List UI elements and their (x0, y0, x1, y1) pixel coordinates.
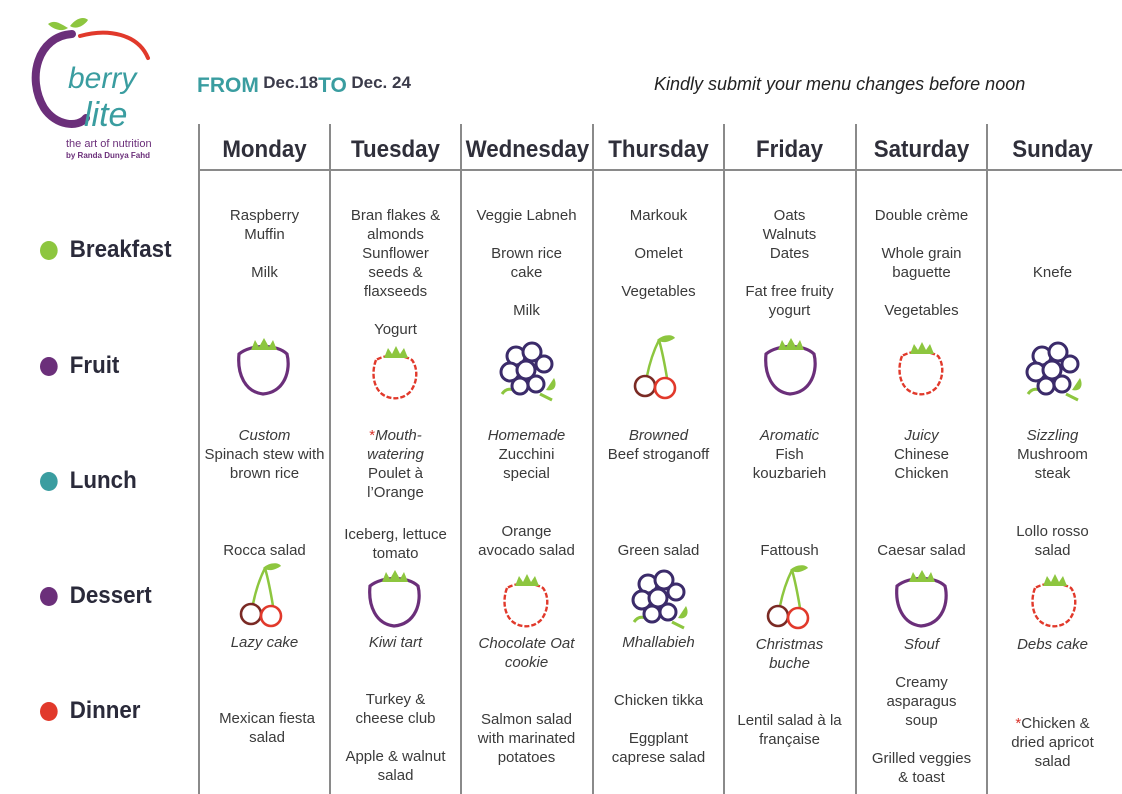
lunch-salad-tuesday: Iceberg, lettuce tomato (344, 526, 447, 562)
menu-line: Yogurt (374, 321, 417, 338)
row-label-dessert (40, 582, 152, 610)
breakfast-cell-thursday (593, 206, 724, 301)
menu-line: Vegetables (884, 302, 959, 319)
breakfast-label: Breakfast (69, 236, 172, 263)
lunch-label: Lunch (69, 467, 137, 494)
dinner-dish: Chicken tikka (613, 692, 704, 709)
dessert-text: Christmas buche (755, 636, 824, 672)
plum-icon (887, 566, 957, 636)
menu-line: Markouk (629, 207, 688, 224)
dessert-cell-tuesday: Kiwi tart (368, 634, 423, 651)
breakfast-cell-tuesday (330, 206, 461, 339)
raspberry-icon (1019, 566, 1089, 636)
menu-line: Veggie Labneh (476, 207, 577, 224)
lunch-main-dish: Chinese Chicken (893, 446, 950, 482)
menu-line: Oats (773, 207, 806, 224)
lunch-cell-monday (199, 426, 330, 483)
dinner-cell-tuesday (330, 690, 461, 785)
menu-line: Vegetables (621, 283, 696, 300)
fruit-dot-icon (40, 357, 58, 376)
cherry-icon (756, 562, 826, 632)
lunch-main-adjective: Sizzling (1026, 427, 1079, 444)
dessert-label: Dessert (69, 582, 152, 609)
menu-line: Whole grain (881, 245, 962, 262)
row-label-breakfast (40, 236, 172, 264)
menu-line: baguette (892, 264, 951, 281)
to-label: TO (318, 74, 347, 97)
menu-line: Fat free fruity (745, 283, 834, 300)
lunch-cell-sunday (987, 426, 1118, 483)
dinner-side: Eggplant caprese salad (611, 730, 706, 766)
dinner-cell-monday: Mexican fiesta salad (219, 710, 315, 746)
dinner-side: Apple & walnut salad (345, 748, 446, 784)
lunch-main-dish: Beef stroganoff (607, 446, 710, 463)
dinner-cell-friday (724, 711, 855, 749)
lunch-main-adjective: Homemade (487, 427, 566, 444)
menu-line: Walnuts (762, 226, 817, 243)
lunch-salad-friday: Fattoush (760, 542, 819, 559)
header-divider (199, 169, 1122, 171)
plum-icon (756, 334, 826, 404)
blueberry-icon (492, 334, 562, 404)
row-label-fruit (40, 352, 119, 380)
lunch-cell-thursday (593, 426, 724, 464)
berry-lite-logo-icon (28, 18, 168, 148)
breakfast-dot-icon (40, 241, 58, 260)
dessert-dot-icon (40, 587, 58, 606)
dessert-cell-friday (724, 635, 855, 673)
lunch-main-adjective: Aromatic (759, 427, 820, 444)
dinner-dish-text: Chicken & dried apricot salad (1011, 715, 1094, 770)
lunch-main-adjective (356, 426, 436, 464)
lunch-salad-text: Lollo rosso salad (1016, 523, 1089, 559)
blueberry-icon (1018, 334, 1088, 404)
lunch-main-dish: Spinach stew with brown rice (204, 446, 325, 482)
date-range (197, 74, 411, 98)
lunch-cell-saturday (856, 426, 987, 483)
day-header-monday: Monday (222, 136, 307, 163)
dinner-dish: Creamy asparagus soup (886, 674, 957, 729)
menu-line: Bran flakes & (350, 207, 441, 224)
lunch-salad-text: Orange avocado salad (478, 523, 575, 559)
day-header-tuesday: Tuesday (351, 136, 440, 163)
raspberry-icon (886, 334, 956, 404)
dessert-text: Chocolate Oat cookie (478, 635, 575, 671)
menu-line: almonds (367, 226, 424, 243)
lunch-main-adjective: Juicy (904, 427, 939, 444)
menu-line: Raspberry (229, 207, 300, 224)
asterisk: * (369, 427, 376, 444)
menu-line: Double crème (874, 207, 969, 224)
breakfast-cell-saturday (856, 206, 987, 320)
lunch-cell-friday (724, 426, 855, 483)
asterisk: * (1015, 715, 1022, 732)
breakfast-cell-friday (724, 206, 855, 320)
blueberry-icon (624, 562, 694, 632)
breakfast-cell-sunday (987, 263, 1118, 282)
dinner-dish: Lentil salad à la française (737, 712, 842, 748)
svg-text:lite: lite (84, 96, 128, 134)
byline-text: by Randa Dunya Fahd (66, 151, 151, 160)
plum-icon (360, 566, 430, 636)
dessert-cell-sunday: Debs cake (1017, 636, 1088, 653)
dinner-cell-sunday (987, 714, 1118, 771)
from-date: Dec.18 (263, 73, 319, 92)
lunch-main-dish: Mushroom steak (1017, 446, 1088, 482)
lunch-salad-saturday: Caesar salad (877, 542, 966, 559)
raspberry-icon (491, 566, 561, 636)
menu-line: Milk (251, 264, 278, 281)
menu-line: flaxseeds (363, 283, 428, 300)
dinner-dot-icon (40, 702, 58, 721)
menu-line: seeds & (368, 264, 423, 281)
dinner-side: Grilled veggies & toast (871, 750, 972, 786)
menu-line: Knefe (1032, 264, 1073, 281)
lunch-adjective-text: Mouth-watering (367, 427, 424, 463)
lunch-salad-monday: Rocca salad (223, 542, 306, 559)
lunch-salad-thursday: Green salad (617, 542, 700, 559)
to-date: Dec. 24 (351, 73, 411, 92)
dinner-cell-thursday (593, 691, 724, 767)
svg-text:berry: berry (68, 62, 137, 95)
raspberry-icon (360, 338, 430, 408)
dinner-cell-saturday (856, 673, 987, 787)
menu-line: cake (510, 264, 543, 281)
dessert-cell-monday: Lazy cake (230, 634, 299, 651)
from-label: FROM (197, 74, 259, 97)
tagline-text: the art of nutrition (66, 138, 152, 150)
lunch-salad-sunday (987, 522, 1118, 560)
lunch-dot-icon (40, 472, 58, 491)
dinner-dish: Salmon salad with marinated potatoes (477, 711, 576, 766)
menu-line: Milk (513, 302, 540, 319)
cherry-icon (623, 332, 693, 402)
day-header-sunday: Sunday (1012, 136, 1093, 163)
plum-icon (229, 334, 299, 404)
menu-line: Dates (769, 245, 810, 262)
day-header-friday: Friday (756, 136, 823, 163)
day-header-thursday: Thursday (608, 136, 709, 163)
breakfast-cell-monday (199, 206, 330, 282)
row-label-dinner (40, 697, 140, 725)
menu-line: Brown rice (491, 245, 562, 262)
day-header-saturday: Saturday (873, 136, 970, 163)
dessert-cell-saturday: Sfouf (903, 636, 940, 653)
row-label-lunch (40, 467, 137, 495)
lunch-main-dish: Poulet à l’Orange (367, 465, 424, 501)
lunch-salad-wednesday (461, 522, 592, 560)
lunch-main-dish: Fish kouzbarieh (752, 446, 827, 482)
lunch-main-adjective: Custom (238, 427, 291, 444)
dessert-cell-wednesday (461, 634, 592, 672)
menu-line: Sunflower (362, 245, 429, 262)
cherry-icon (229, 560, 299, 630)
lunch-cell-tuesday (330, 426, 461, 502)
lunch-main-adjective: Browned (628, 427, 689, 444)
brand-tagline (66, 138, 152, 162)
menu-line: Omelet (634, 245, 683, 262)
dessert-cell-thursday: Mhallabieh (622, 634, 695, 651)
lunch-main-dish: Zucchini special (498, 446, 555, 482)
dinner-label: Dinner (69, 697, 141, 724)
menu-change-notice: Kindly submit your menu changes before noon (654, 74, 1026, 94)
menu-line: yogurt (768, 302, 811, 319)
day-header-wednesday: Wednesday (465, 136, 590, 163)
fruit-label: Fruit (69, 352, 120, 379)
dinner-cell-wednesday (461, 710, 592, 767)
dinner-dish: Turkey & cheese club (355, 691, 436, 727)
lunch-cell-wednesday (461, 426, 592, 483)
dinner-dish (1003, 714, 1103, 771)
breakfast-cell-wednesday (461, 206, 592, 320)
menu-line: Muffin (244, 226, 285, 243)
